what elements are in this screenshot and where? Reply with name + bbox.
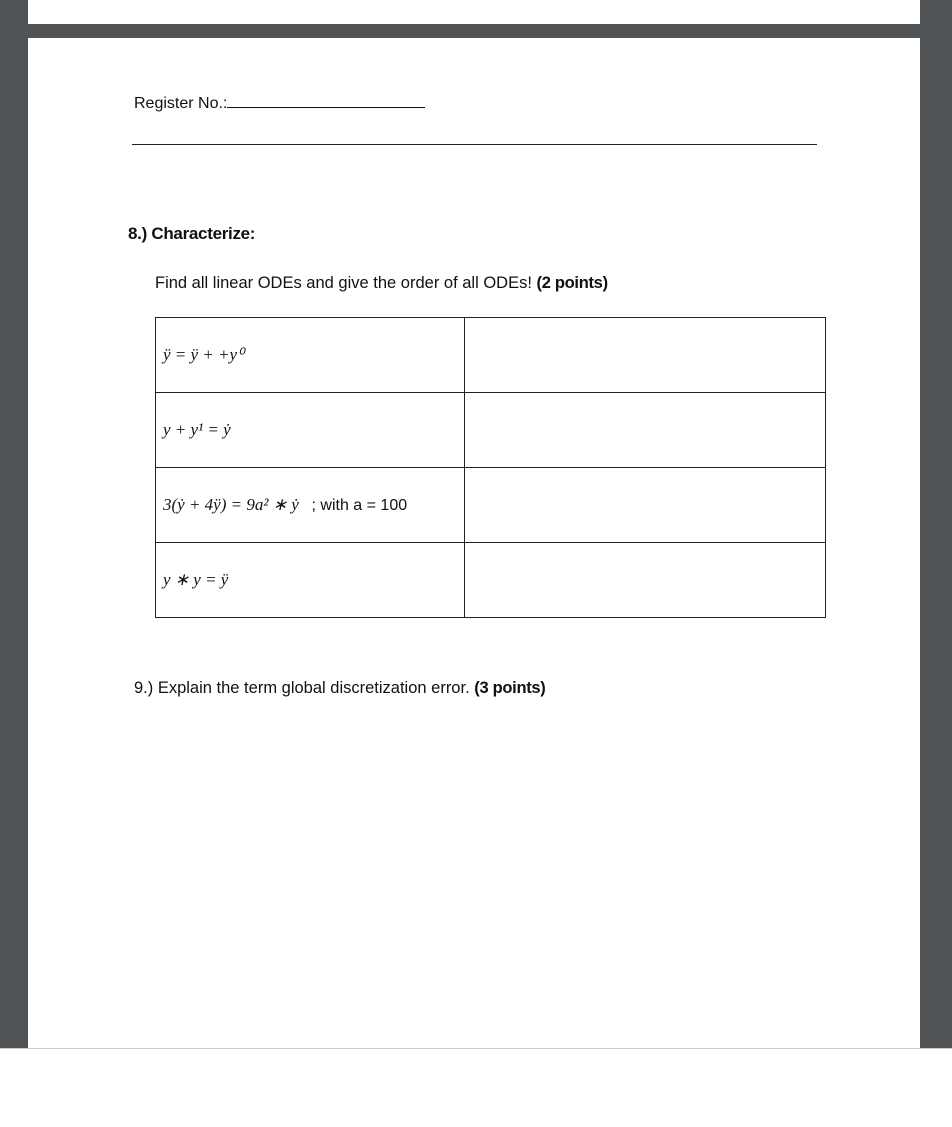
register-number-line xyxy=(134,93,425,113)
question-9-points: (3 points) xyxy=(474,679,546,697)
table-row xyxy=(156,318,826,393)
viewer-bottom-area xyxy=(0,1048,952,1127)
question-8-instruction-text: Find all linear ODEs and give the order of all ODEs! xyxy=(155,274,532,292)
header-divider xyxy=(132,144,817,145)
answer-cell xyxy=(465,468,826,543)
register-blank xyxy=(227,93,425,108)
previous-page-edge xyxy=(28,0,920,24)
table-row xyxy=(156,543,826,618)
equation: y ∗ y = ÿ xyxy=(163,570,229,589)
question-8-points: (2 points) xyxy=(536,274,608,292)
question-8-title: 8.) Characterize: xyxy=(128,224,256,243)
table-row xyxy=(156,468,826,543)
ode-table xyxy=(155,317,826,618)
equation-cell xyxy=(156,468,465,543)
register-label: Register No.: xyxy=(134,95,228,112)
equation-cell xyxy=(156,543,465,618)
question-9 xyxy=(134,679,546,698)
answer-cell xyxy=(465,318,826,393)
document-page xyxy=(28,38,920,1048)
equation-cell xyxy=(156,393,465,468)
equation-condition: ; with a = 100 xyxy=(311,497,408,514)
equation: 3(ẏ + 4ÿ) = 9a² ∗ ẏ xyxy=(163,495,299,514)
answer-cell xyxy=(465,393,826,468)
question-9-text: 9.) Explain the term global discretization error. xyxy=(134,679,470,697)
equation-cell xyxy=(156,318,465,393)
equation: ÿ = ÿ + +y⁰ xyxy=(163,345,244,364)
question-8-instruction xyxy=(155,274,608,293)
table-row xyxy=(156,393,826,468)
equation: y + y¹ = ẏ xyxy=(163,420,231,439)
answer-cell xyxy=(465,543,826,618)
